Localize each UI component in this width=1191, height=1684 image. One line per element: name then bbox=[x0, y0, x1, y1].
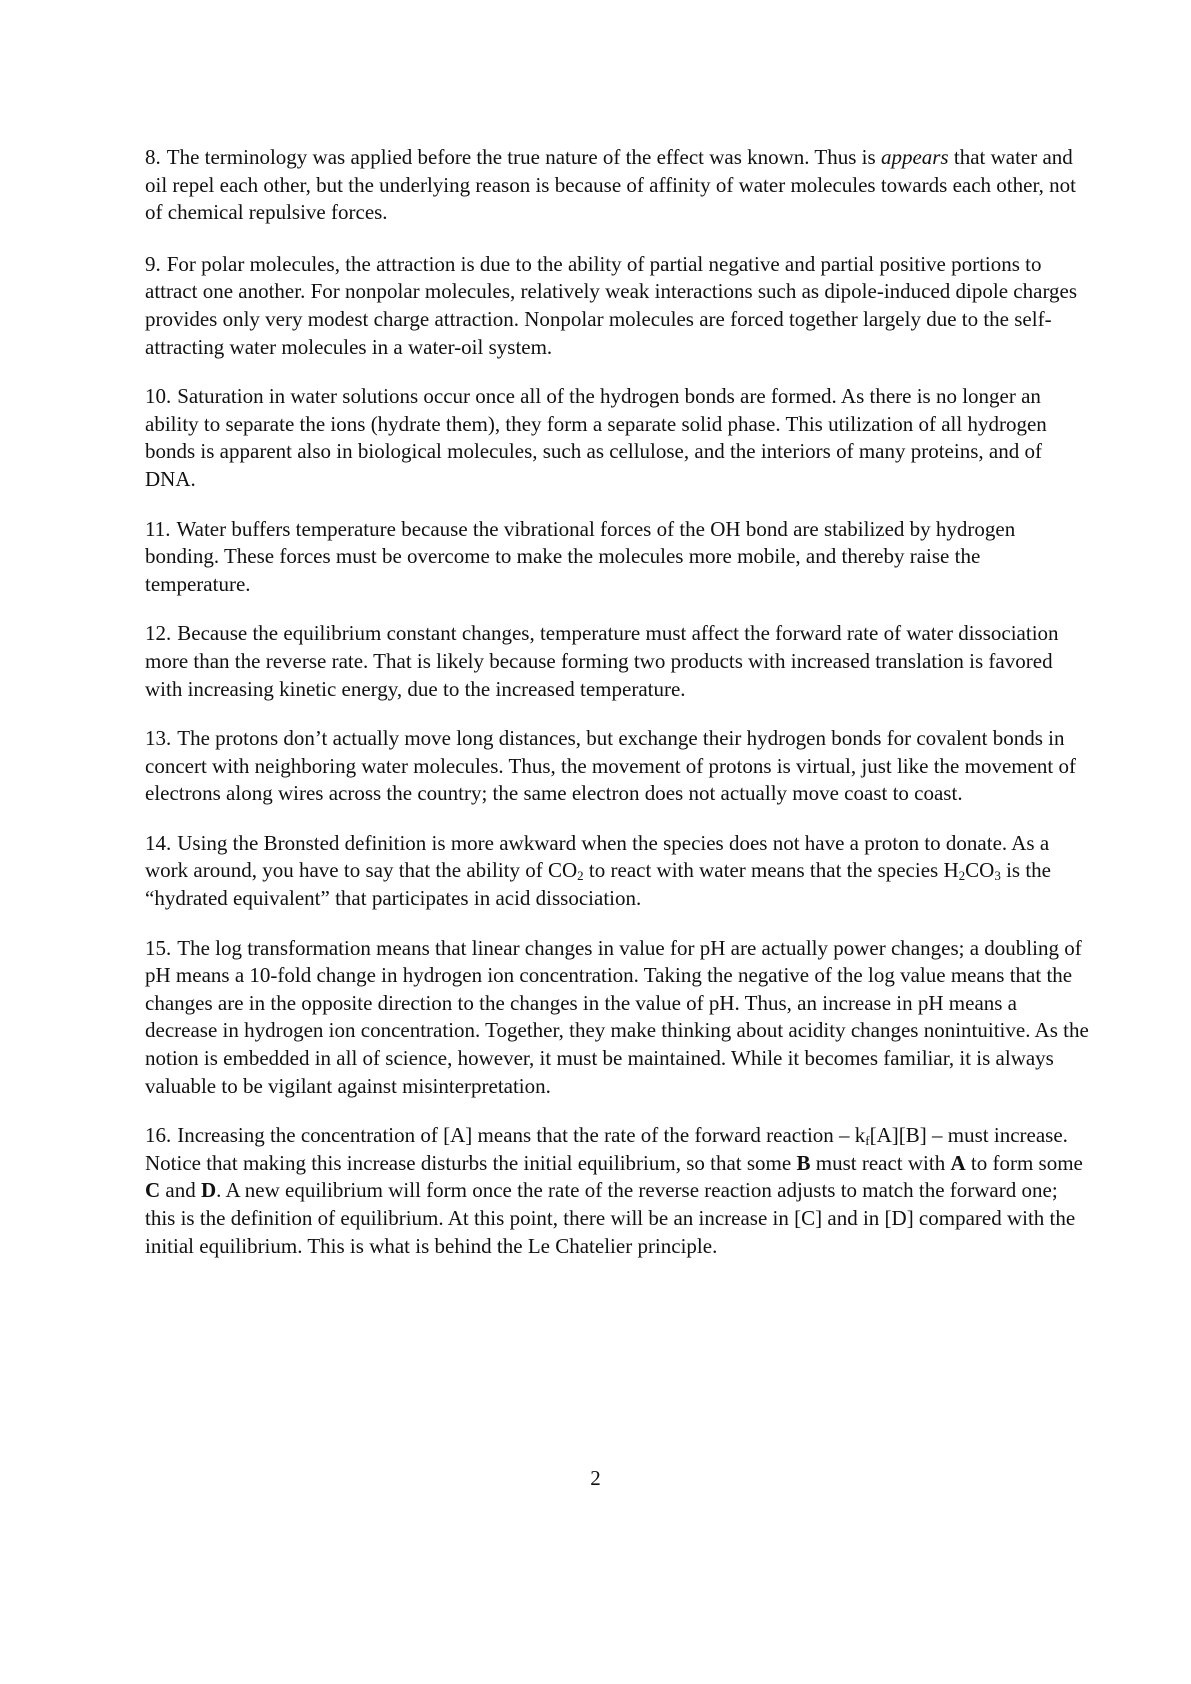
subscript: 3 bbox=[994, 868, 1001, 884]
answer-text: to form some bbox=[965, 1150, 1083, 1175]
bold-species-c: C bbox=[145, 1178, 161, 1203]
answer-14 bbox=[145, 830, 1090, 913]
answer-text: [A][B] – must increase. Notice that making this increase disturbs the initial equilibrium, so that some bbox=[145, 1123, 1068, 1175]
answer-8 bbox=[145, 144, 1090, 227]
answer-number: 10. bbox=[145, 384, 172, 409]
subscript: f bbox=[865, 1133, 870, 1149]
answer-15 bbox=[145, 935, 1090, 1101]
answer-9 bbox=[145, 251, 1090, 361]
answer-text: For polar molecules, the attraction is due to the ability of partial negative and partial positive portions to attract one another. For nonpolar molecules, relatively weak interactions such as dipole-induced dipole charges provides only very modest charge attraction. Nonpolar molecules are forced together largely due to the self-attracting water molecules in a water-oil system. bbox=[145, 251, 1078, 359]
answer-text: The log transformation means that linear changes in value for pH are actually power changes; a doubling of pH means a 10-fold change in hydrogen ion concentration. Taking the negative of the log value means that the changes are in the opposite direction to the changes in the value of pH. Thus, an increase in pH means a decrease in hydrogen ion concentration. Together, they make thinking about acidity changes nonintuitive. As the notion is embedded in all of science, however, it must be maintained. While it becomes familiar, it is always valuable to be vigilant against misinterpretation. bbox=[145, 935, 1089, 1098]
emphasis-text: appears bbox=[880, 145, 949, 169]
answer-text: is the “hydrated equivalent” that participates in acid dissociation. bbox=[145, 858, 1051, 911]
answer-number: 15. bbox=[145, 935, 172, 960]
answer-text: The protons don’t actually move long distances, but exchange their hydrogen bonds for covalent bonds in concert with neighboring water molecules. Thus, the movement of protons is virtual, just like the movement of electrons along wires across the country; the same electron does not actually move coast to coast. bbox=[145, 726, 1076, 806]
answer-text: Using the Bronsted definition is more awkward when the species does not have a proton to donate. As a work around, you have to say that the ability of CO bbox=[145, 830, 1050, 883]
answer-text: that water and oil repel each other, but the underlying reason is because of affinity of water molecules towards each other, not of chemical repulsive forces. bbox=[145, 145, 1076, 225]
answer-number: 14. bbox=[145, 830, 172, 855]
page-number: 2 bbox=[590, 1466, 601, 1490]
answer-text: Because the equilibrium constant changes, temperature must affect the forward rate of water dissociation more than the reverse rate. That is likely because forming two products with increased translation is favored with increasing kinetic energy, due to the increased temperature. bbox=[145, 621, 1059, 701]
answer-number: 9. bbox=[145, 251, 161, 276]
bold-species-b: B bbox=[796, 1150, 811, 1175]
answer-text: Saturation in water solutions occur once all of the hydrogen bonds are formed. As there is no longer an ability to separate the ions (hydrate them), they form a separate solid phase. This utilization of all hydrogen bonds is apparent also in biological molecules, such as cellulose, and the interiors of many proteins, and of DNA. bbox=[145, 384, 1047, 491]
answer-text: and bbox=[160, 1178, 201, 1203]
subscript: 2 bbox=[958, 868, 966, 884]
answer-number: 13. bbox=[145, 726, 172, 751]
answer-number: 11. bbox=[145, 516, 171, 541]
answer-12 bbox=[145, 620, 1090, 703]
answer-text: Water buffers temperature because the vibrational forces of the OH bond are stabilized by hydrogen bonding. These forces must be overcome to make the molecules more mobile, and thereby raise the temperature. bbox=[145, 516, 1016, 596]
answer-number: 8. bbox=[145, 145, 161, 169]
answer-text: The terminology was applied before the true nature of the effect was known. Thus is bbox=[166, 145, 881, 169]
answer-text: to react with water means that the species H bbox=[583, 858, 959, 883]
answer-13 bbox=[145, 725, 1090, 808]
answer-text: Increasing the concentration of [A] means that the rate of the forward reaction – k bbox=[177, 1123, 866, 1148]
answer-11 bbox=[145, 516, 1090, 599]
answer-number: 12. bbox=[145, 621, 172, 646]
answer-text: . A new equilibrium will form once the rate of the reverse reaction adjusts to match the forward one; this is the definition of equilibrium. At this point, there will be an increase in [C] and in [D] compared with the initial equilibrium. This is what is behind the Le Chatelier principle. bbox=[145, 1178, 1076, 1258]
answer-16 bbox=[145, 1122, 1090, 1260]
answer-text: CO bbox=[965, 858, 995, 883]
document-body bbox=[145, 144, 1090, 1282]
subscript: 2 bbox=[577, 868, 584, 884]
answer-10 bbox=[145, 383, 1090, 493]
answer-number: 16. bbox=[145, 1123, 172, 1148]
answer-text: must react with bbox=[810, 1150, 951, 1175]
bold-species-a: A bbox=[950, 1150, 966, 1175]
bold-species-d: D bbox=[201, 1178, 217, 1203]
